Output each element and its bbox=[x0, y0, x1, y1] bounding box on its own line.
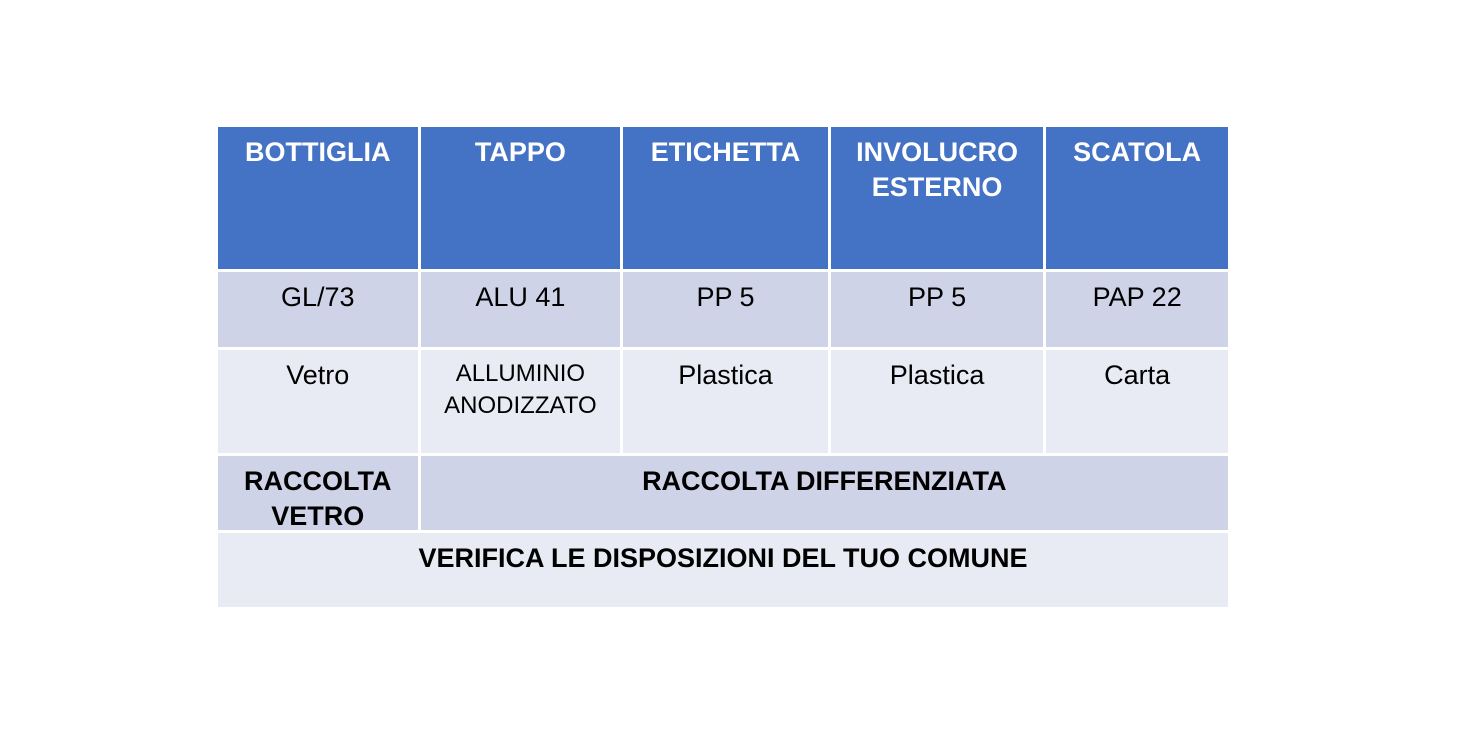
material-cell-involucro-esterno: Plastica bbox=[831, 350, 1044, 453]
code-cell-scatola: PAP 22 bbox=[1046, 272, 1228, 347]
material-cell-etichetta: Plastica bbox=[623, 350, 828, 453]
header-cell-etichetta: ETICHETTA bbox=[623, 127, 828, 269]
material-cell-scatola: Carta bbox=[1046, 350, 1228, 453]
header-cell-involucro-esterno: INVOLUCRO ESTERNO bbox=[831, 127, 1044, 269]
code-cell-etichetta: PP 5 bbox=[623, 272, 828, 347]
recycling-table bbox=[218, 127, 1228, 607]
material-cell-tappo: ALLUMINIO ANODIZZATO bbox=[421, 350, 621, 453]
header-cell-scatola: SCATOLA bbox=[1046, 127, 1228, 269]
header-cell-tappo: TAPPO bbox=[421, 127, 621, 269]
collection-cell-raccolta-vetro: RACCOLTA VETRO bbox=[218, 456, 418, 530]
code-cell-bottiglia: GL/73 bbox=[218, 272, 418, 347]
code-cell-involucro-esterno: PP 5 bbox=[831, 272, 1044, 347]
code-cell-tappo: ALU 41 bbox=[421, 272, 621, 347]
header-cell-bottiglia: BOTTIGLIA bbox=[218, 127, 418, 269]
material-cell-bottiglia: Vetro bbox=[218, 350, 418, 453]
collection-cell-raccolta-differenziata: RACCOLTA DIFFERENZIATA bbox=[421, 456, 1228, 530]
notice-cell-verifica-comune: VERIFICA LE DISPOSIZIONI DEL TUO COMUNE bbox=[218, 533, 1228, 607]
